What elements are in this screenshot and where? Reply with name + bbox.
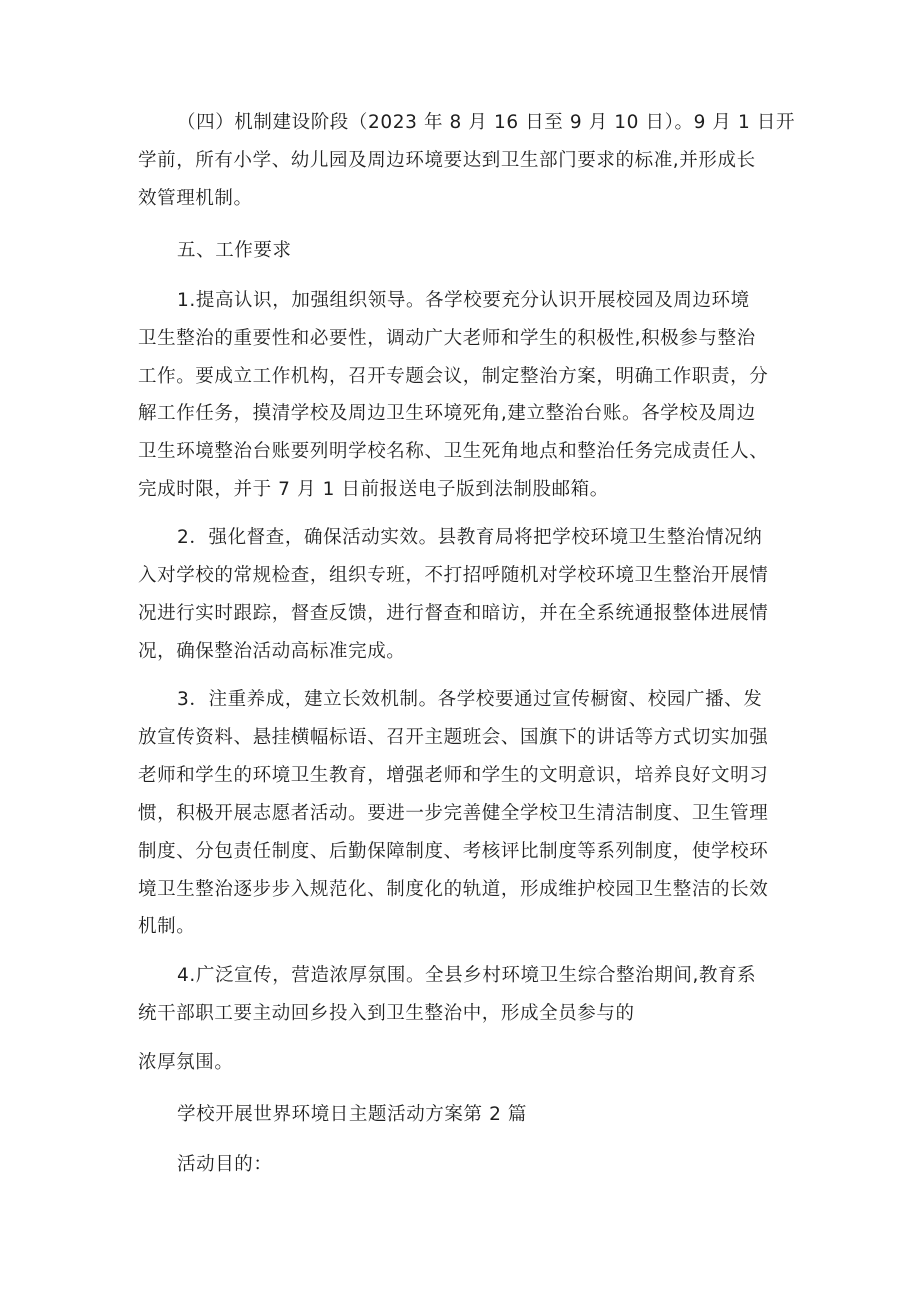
paragraph-line: 统干部职工要主动回乡投入到卫生整治中，形成全员参与的 bbox=[138, 1003, 635, 1024]
paragraph-line: 工作。要成立工作机构，召开专题会议，制定整治方案，明确工作职责，分 bbox=[138, 366, 769, 387]
paragraph-line: （四）机制建设阶段（2023 年 8 月 16 日至 9 月 10 日）。9 月 1 日开 bbox=[177, 112, 796, 133]
paragraph-line: 入对学校的常规检查，组织专班，不打招呼随机对学校环境卫生整治开展情 bbox=[138, 565, 769, 586]
paragraph-line: 解工作任务，摸清学校及周边卫生环境死角,建立整治台账。各学校及周边 bbox=[138, 403, 756, 424]
paragraph-line: 4.广泛宣传，营造浓厚氛围。全县乡村环境卫生综合整治期间,教育系 bbox=[177, 965, 757, 986]
paragraph-line: 况，确保整治活动高标准完成。 bbox=[138, 641, 406, 662]
paragraph-line: 况进行实时跟踪，督查反馈，进行督查和暗访，并在全系统通报整体进展情 bbox=[138, 603, 769, 624]
subheading: 活动目的： bbox=[177, 1154, 273, 1175]
paragraph-line: 2．强化督查，确保活动实效。县教育局将把学校环境卫生整治情况纳 bbox=[177, 527, 763, 548]
article-title: 学校开展世界环境日主题活动方案第 2 篇 bbox=[177, 1104, 528, 1125]
paragraph-line: 制度、分包责任制度、后勤保障制度、考核评比制度等系列制度，使学校环 bbox=[138, 841, 769, 862]
paragraph-line: 1.提高认识，加强组织领导。各学校要充分认识开展校园及周边环境 bbox=[177, 290, 750, 311]
paragraph-line: 机制。 bbox=[138, 916, 196, 937]
paragraph-line: 老师和学生的环境卫生教育，增强老师和学生的文明意识，培养良好文明习 bbox=[138, 765, 769, 786]
paragraph-line: 效管理机制。 bbox=[138, 188, 253, 209]
paragraph-line: 3．注重养成，建立长效机制。各学校要通过宣传橱窗、校园广播、发 bbox=[177, 689, 763, 710]
paragraph-line: 放宣传资料、悬挂横幅标语、召开主题班会、国旗下的讲话等方式切实加强 bbox=[138, 727, 769, 748]
paragraph-line: 卫生整治的重要性和必要性，调动广大老师和学生的积极性,积极参与整治 bbox=[138, 328, 756, 349]
paragraph-line: 境卫生整治逐步步入规范化、制度化的轨道，形成维护校园卫生整洁的长效 bbox=[138, 879, 769, 900]
paragraph-line: 卫生环境整治台账要列明学校名称、卫生死角地点和整治任务完成责任人、 bbox=[138, 441, 769, 462]
paragraph-line: 学前，所有小学、幼儿园及周边环境要达到卫生部门要求的标准,并形成长 bbox=[138, 150, 756, 171]
paragraph-line: 浓厚氛围。 bbox=[138, 1052, 234, 1073]
paragraph-line: 完成时限，并于 7 月 1 日前报送电子版到法制股邮箱。 bbox=[138, 479, 609, 500]
paragraph-line: 惯，积极开展志愿者活动。要进一步完善健全学校卫生清洁制度、卫生管理 bbox=[138, 803, 769, 824]
section-heading: 五、工作要求 bbox=[177, 240, 292, 261]
